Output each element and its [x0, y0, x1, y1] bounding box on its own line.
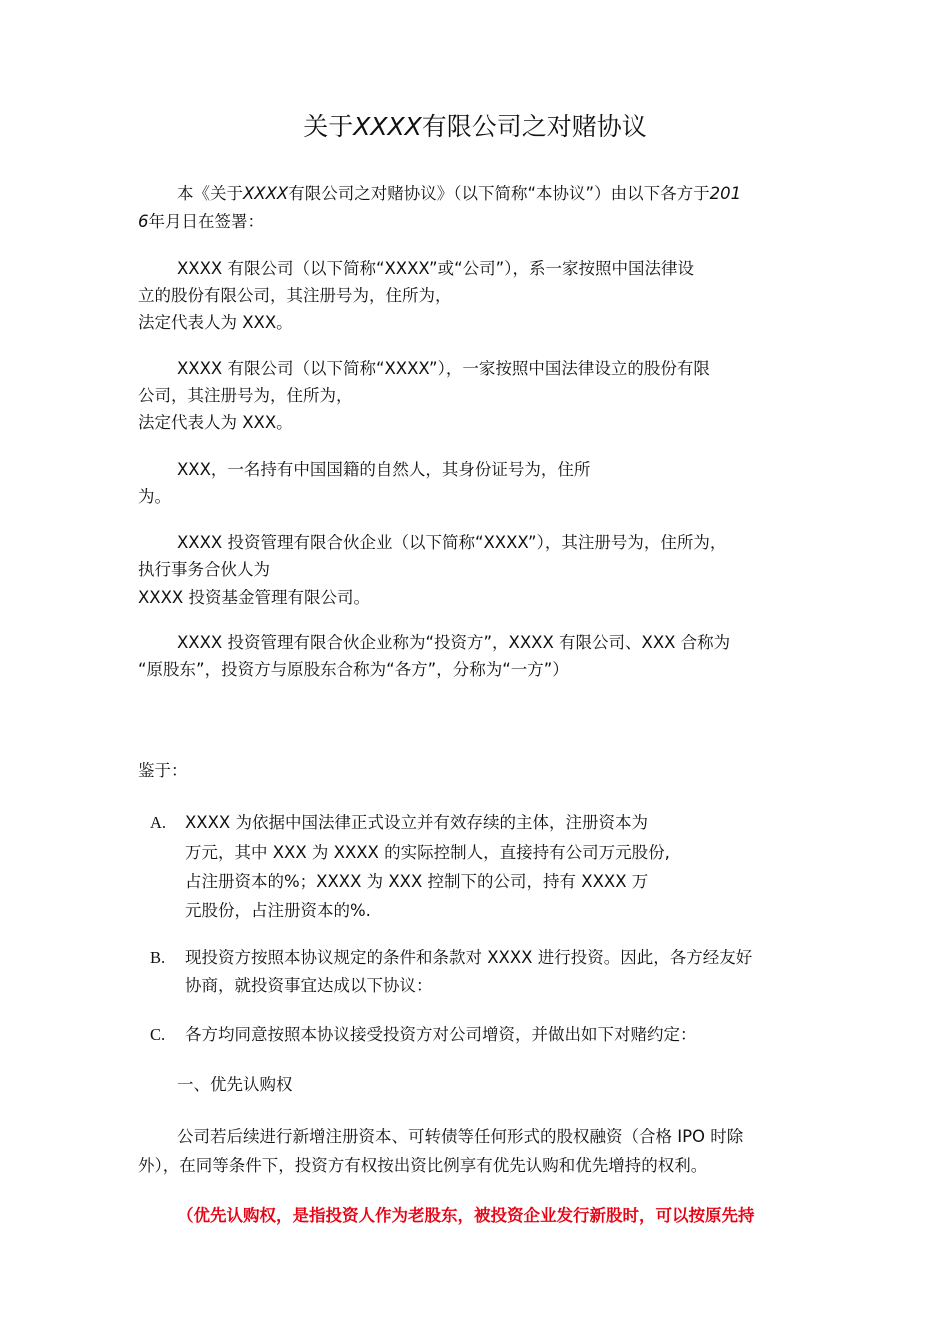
party-4-line-2: 执行事务合伙人为 [138, 560, 270, 579]
item-b-label: B. [150, 948, 166, 967]
party-2-line-2: 公司，其注册号为，住所为， [138, 386, 353, 405]
party-2-line-1: XXXX 有限公司（以下简称“XXXX”），一家按照中国法律设立的股份有限 [177, 359, 710, 378]
party-4-line-1: XXXX 投资管理有限合伙企业（以下简称“XXXX”），其注册号为，住所为， [177, 533, 727, 552]
section-1-body-line-1: 公司若后续进行新增注册资本、可转债等任何形式的股权融资（合格 IPO 时除 [177, 1127, 744, 1146]
party-5-line-2: “原股东”，投资方与原股东合称为“各方”，分称为“一方”） [138, 660, 569, 679]
party-4-line-3: XXXX 投资基金管理有限公司。 [138, 588, 370, 607]
item-c-label: C. [150, 1025, 166, 1044]
item-a-label: A. [150, 813, 167, 832]
intro-line-2: 6年月日在签署： [138, 212, 264, 231]
party-1-line-2: 立的股份有限公司，其注册号为，住所为， [138, 286, 452, 305]
red-note-line: （优先认购权，是指投资人作为老股东，被投资企业发行新股时，可以按原先持 [177, 1206, 755, 1225]
section-1-heading: 一、优先认购权 [177, 1075, 293, 1094]
intro-line-1: 本《关于XXXX有限公司之对赌协议》（以下简称“本协议”）由以下各方于201 [177, 184, 742, 203]
item-c-line-1: 各方均同意按照本协议接受投资方对公司增资，并做出如下对赌约定： [185, 1025, 697, 1044]
item-a-line-2: 万元，其中 XXX 为 XXXX 的实际控制人，直接持有公司万元股份, [185, 843, 670, 862]
item-b-line-2: 协商，就投资事宜达成以下协议： [185, 976, 433, 995]
party-1-line-3: 法定代表人为 XXX。 [138, 313, 293, 332]
item-a-line-1: XXXX 为依据中国法律正式设立并有效存续的主体，注册资本为 [185, 813, 648, 832]
party-3-line-2: 为。 [138, 487, 171, 506]
party-1-line-1: XXXX 有限公司（以下简称“XXXX”或“公司”），系一家按照中国法律设 [177, 259, 694, 278]
item-b-line-1: 现投资方按照本协议规定的条件和条款对 XXXX 进行投资。因此，各方经友好 [185, 948, 753, 967]
party-2-line-3: 法定代表人为 XXX。 [138, 413, 293, 432]
document-title: 关于XXXX有限公司之对赌协议 [303, 112, 647, 141]
party-5-line-1: XXXX 投资管理有限合伙企业称为“投资方”，XXXX 有限公司、XXX 合称为 [177, 633, 731, 652]
section-1-body-line-2: 外），在同等条件下，投资方有权按出资比例享有优先认购和优先增持的权利。 [138, 1156, 708, 1175]
item-a-line-4: 元股份，占注册资本的%. [185, 901, 371, 920]
item-a-line-3: 占注册资本的%；XXXX 为 XXX 控制下的公司，持有 XXXX 万 [185, 872, 649, 891]
whereas-heading: 鉴于： [138, 761, 188, 780]
party-3-line-1: XXX，一名持有中国国籍的自然人，其身份证号为，住所 [177, 460, 591, 479]
